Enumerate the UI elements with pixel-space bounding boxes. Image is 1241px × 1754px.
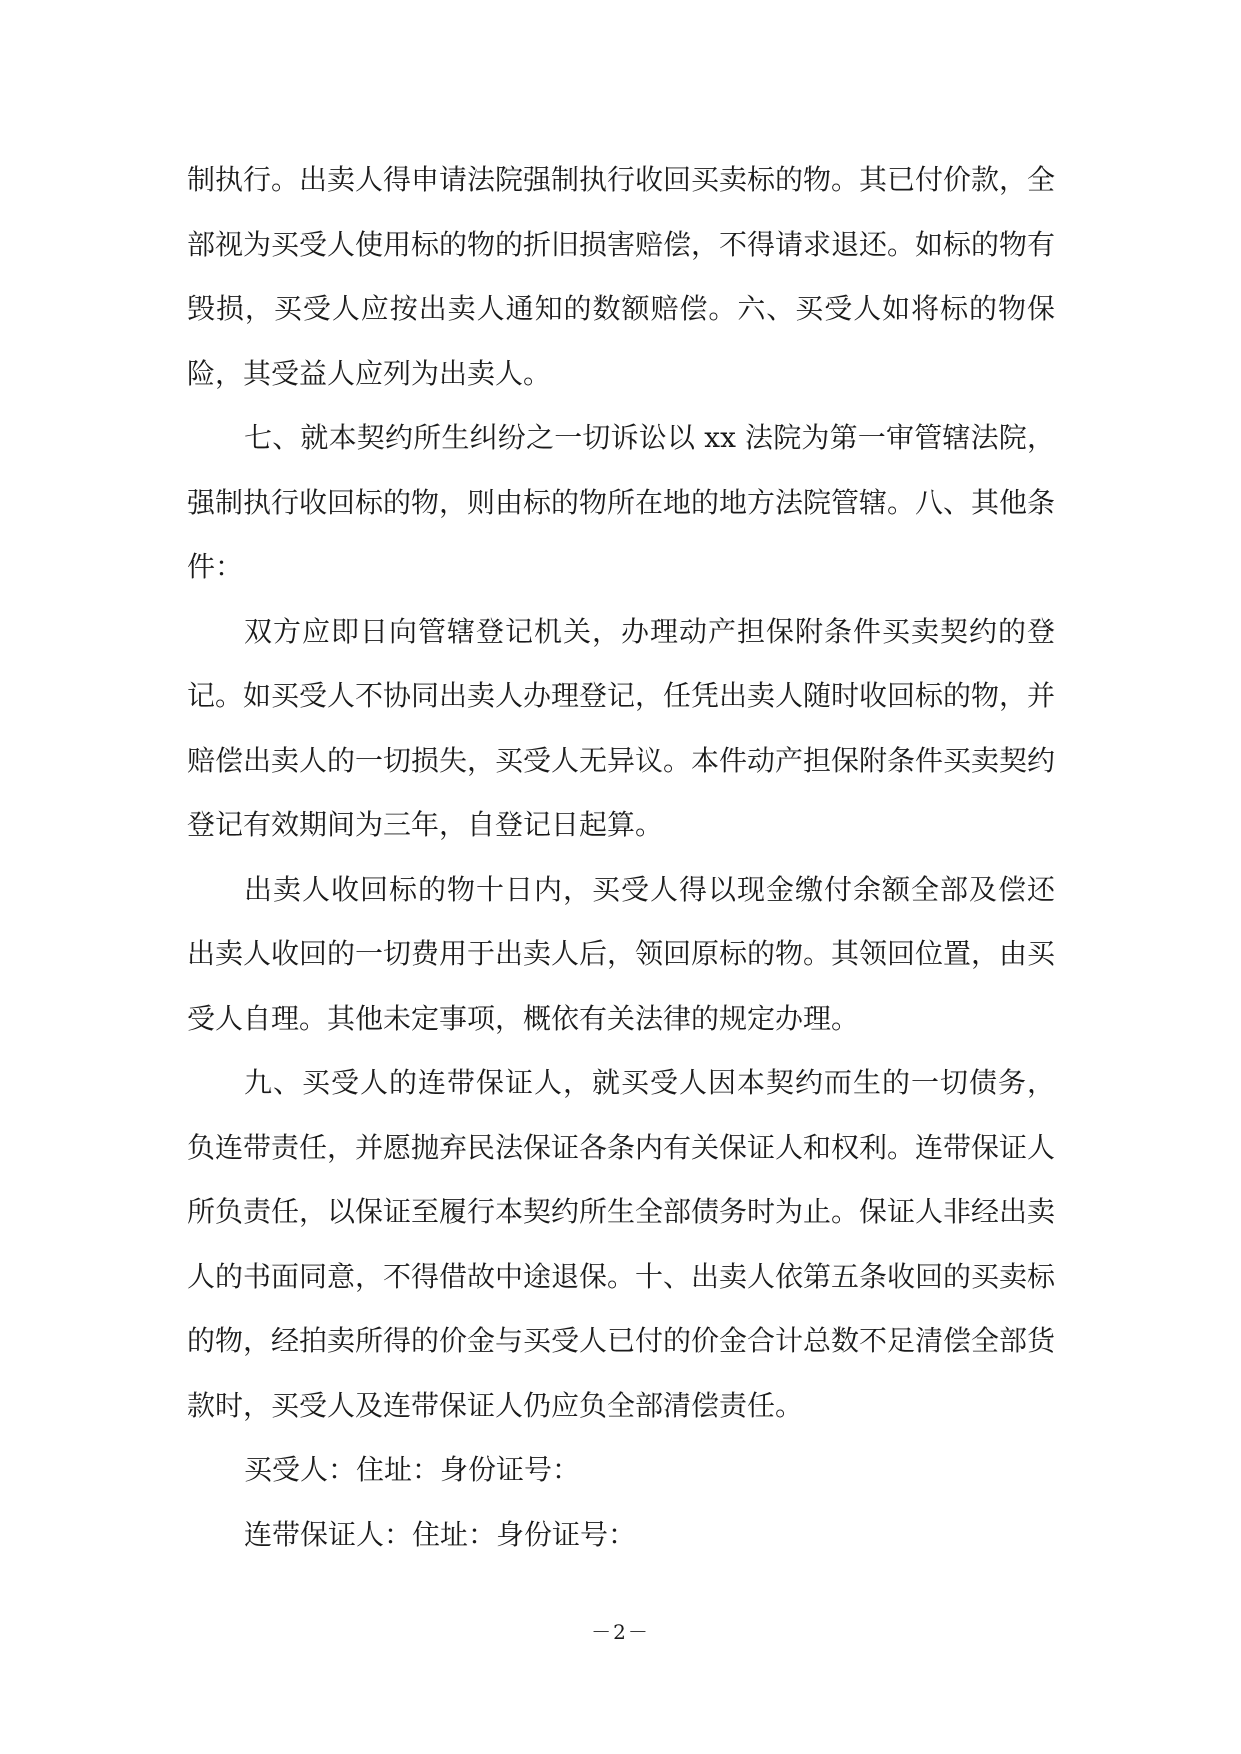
paragraph-registration: 双方应即日向管辖登记机关，办理动产担保附条件买卖契约的登记。如买受人不协同出卖人办理登记，任凭出卖人随时收回标的物，并赔偿出卖人的一切损失，买受人无异议。本件动产担保附条件买卖契约登记有效期间为三年，自登记日起算。: [187, 614, 1056, 841]
signature-line-buyer: 买受人：住址：身份证号：: [244, 1453, 581, 1486]
paragraph-remedies: 制执行。出卖人得申请法院强制执行收回买卖标的物。其已付价款，全部视为买受人使用标的物的折旧损害赔偿，不得请求退还。如标的物有毁损，买受人应按出卖人通知的数额赔偿。六、买受人如将标的物保险，其受益人应列为出卖人。: [187, 163, 1056, 390]
paragraph-jurisdiction: 七、就本契约所生纠纷之一切诉讼以 xx 法院为第一审管辖法院，强制执行收回标的物，则由标的物所在地的地方法院管辖。八、其他条件：: [187, 421, 1056, 583]
paragraph-redemption: 出卖人收回标的物十日内，买受人得以现金缴付余额全部及偿还出卖人收回的一切费用于出卖人后，领回原标的物。其领回位置，由买受人自理。其他未定事项，概依有关法律的规定办理。: [187, 872, 1056, 1035]
paragraph-guarantor: 九、买受人的连带保证人，就买受人因本契约而生的一切债务，负连带责任，并愿抛弃民法保证各条内有关保证人和权利。连带保证人所负责任，以保证至履行本契约所生全部债务时为止。保证人非经出卖人的书面同意，不得借故中途退保。十、出卖人依第五条收回的买卖标的物，经拍卖所得的价金与买受人已付的价金合计总数不足清偿全部货款时，买受人及连带保证人仍应负全部清偿责任。: [187, 1066, 1056, 1422]
document-body: [187, 148, 1055, 1567]
signature-line-guarantor: 连带保证人：住址：身份证号：: [244, 1517, 637, 1551]
page-number: －2－: [591, 1620, 650, 1644]
